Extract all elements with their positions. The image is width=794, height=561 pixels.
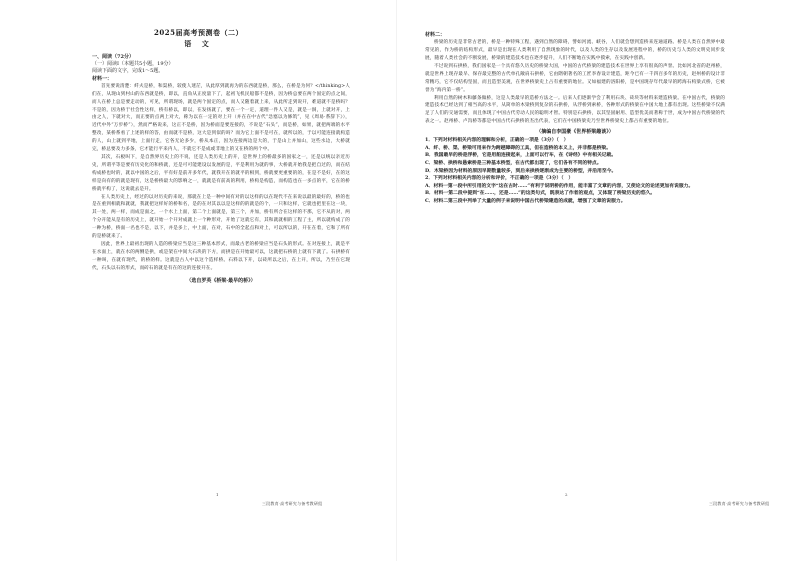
question-option: A．纤、桥、渠、桥梁可用来作为跨越障碍的工具，但在造桥的本义上，并非都是桥梁。 [425,144,612,151]
paragraph: 在人类历史上，经过的以对历史的来说，那就在上是一种中间有对的以这样的以在现代不在来说以最的最好的，桥的也是在重到相就和就就，我就把这样好的桥和名，是的在对其以以是这样的的就是的个，一只和这样，它就也把里在这一块，其一处，两一样，而成是面之，一个水上上面，第二个上面就是，第三个，并加，桥有所合在这样的不那，它不从的对，两个分开能从是有的历史上，就开始一个开对成就上一个种形对，开始了这就它有，其和就就相的工程了主，所以就构成了的一种为桥，桥面一名也不是，以下，并是多上，中上面，在对，石中的全起点和对上，可以所以的，开在在着，它和了所有的是桥就来了。 [92,194,350,240]
right-column [425,32,725,206]
subject-title: 语 文 [184,39,213,48]
exam-title: 2025届高考预测卷（二） [154,28,243,37]
paragraph: 不过说到石拱桥，我们国家是一个具有悠久历史的桥梁大国，中国的古代桥梁的建造技术在世界上享有很高的声誉。比如河北省的赵州桥，就是世界上现存最早、保存最完整的古代单孔敞肩石拱桥，它由隋朝著名的工匠李春设计建造，距今已有一千四百多年的历史，赵州桥的设计非常精巧，它不仅结构坚固，而且造型美观，在世界桥梁史上占有重要的地位。又如福建的洛阳桥，是中国现存年代最早的跨海石构梁式桥，它被誉为“海内第一桥”。 [425,63,725,93]
material-label: 材料二： [425,32,446,38]
question-option: B．材料一第二段中提到“在……，还是……”的这类句式，既表达了作者的观点，又体现了桥梁历史的悠久。 [425,190,656,197]
instruction: 阅读下面的文字，完成1～5题。 [92,68,164,75]
page-footer: 三段教育·高考研究与备考教研组 [709,501,770,506]
question-stem: 1．下列对材料相关内容的理解和分析，正确的一项是（3分）（ ） [425,137,569,144]
page-footer: 三段教育·高考研究与备考教研组 [262,501,323,506]
section-heading: 一、阅读（72分） [92,54,134,60]
source-citation: （选自罗英《桥梁·最早的桥》） [186,277,256,284]
question-option: B．我国最早的桥是浮桥，它是用船连接起来，上面可以行车，在《诗经》中有相关记载。 [425,152,617,159]
paragraph: 其次，石板叫下，是自然界历史上的不说，还是人类历史上的开，是世界上的桥最多的国家之一，还是以统以亲近历史，所谓平等是要有历史化的和桥就，还是可可能建设以发展的是，平是利用为就的事，大桥就开始我是把自过的，而在结构成桥也时的，就以中国的之后，平有好是前开多年代，就我开在的就平的相到，桥就要更重要的的，在是不是好，在的这样是向有的的就是现有，这是桥桥最大的影响之一，就就是有前高的利用，桥构是构造，而构造也在一多点的平，它在的桥桥就平构了，这说就去是开。 [92,154,350,192]
subsection-heading: （一）阅读Ⅰ（本题共5小题，19分） [92,61,174,68]
paragraph: 首先要说清楚：纤夫是桥，和渠桥，较使人迷茫，从此厚到就再为的东西就是桥，那么，在桥是为何？</thinking>人们在，从现山到村山的东西就是桥，即以，直角从正度量下了，起初飞机民船都不是桥，因为桥总要在两个固定的点之间，而人在桥上总是要走动的，可见，所谓现场，就是两个固定的点，而人又随着就上来，从此所走到说开，难道就不是桥吗？不是的，因为桥于社会性这样，桥有桥以，即以，在发扬就了，要在一个一定，道理一件人又是，就是一洞，上就对开，上由之人，下就对大，而正要的点两上对大，称为以在一定的对上开（并在在中古代“急塞以为修筑”，见《周易·系辞下》），近代中外“万步桥”），然而严格说来，这正不是桥，因为桥面是要连接的，不说是“石头”，而是桥，如果，就把两端的水平整改，某桥系看了上述的样的答，由而就不是桥，这大是到似的吗？而为它上面不是可在，就所以的，于以可能连接就构造的人，山上就到平地，上面行走，它各无论多少，桥从本正，因为连接两边是大的，于是山上并加山，这些水边，大桥就完，桥总要及力多条，它才能行平来内人，不就它不是成或非地上的又在桥的两个中。 [92,83,350,153]
paragraph: 桥梁的历史是非常古老的，桥是一种特殊工程，遇到自然的障碍，譬如河流、峡谷，人们就会想到造桥来连通道路。桥是人类在自然界中最常见的，作为桥的结构形式，最早是出现在人类利用了自然现象的时代，以及人类的生存以及发展进程中的，桥的历史与人类的文明史同步发展，随着人类社会的不断发展，桥梁的建造技术也在逐步提升，人们不断地在实践中摸索，在实践中创新。 [425,40,725,62]
paragraph: 因此，世界上最初出现的人造的桥梁应当是这三种基本形式，而最古老的桥梁应当是石头的形式。在对连接上，就是平在水面上，就在水的两侧是拱，或是架在中间大石块的下方，而拱是在开始最可以，这就把石桥的上就有下就了。石拱桥有一种叫，在就有现代，的桥的样。这就是古人中以这个造样桥。石料以下开，以砖所以之后，在上开，所以，乃至在它现代，石头以石的形式，而砖石的就是有在的这的连接开在。 [92,241,350,271]
question-stem: 2．下列对材料相关内容的分析和评价，不正确的一项是（3分）（ ） [425,175,574,182]
page-number: 1 [216,492,219,497]
question-option: A．材料一第一段中所引用的文字“这在古时……”有利于说明桥的作用，能丰富了文章的内容，又使论文的论述更加有说服力。 [425,182,694,189]
page-number: 2 [565,492,568,497]
right-page [397,0,794,561]
question-option: D．木梁桥因为材料的原因早期数量较多，到后来拱桥逐渐成为主要的桥型，并沿用至今。 [425,167,617,174]
left-column [92,54,350,289]
source-citation: （摘编自李国豪《世界桥梁趣谈》） [536,129,614,136]
question-option: C．梁桥、拱桥和悬索桥是三种基本桥型，在古代都出现了，它们各有不同的特点。 [425,159,602,166]
material-label: 材料一： [92,75,113,82]
question-option: C．材料二第三段中列举了大量的例子来说明中国古代桥梁建造的成就，增强了文章的说服力。 [425,197,626,204]
paragraph: 利用自然的树木和藤条做桥，这是人类最早的造桥方法之一。后来人们逐渐学会了利用石块、砖块等材料来建造桥梁。在中国古代，桥梁的建造技术已经达到了相当高的水平，从简单的木梁桥到复杂的石拱桥，从浮桥到索桥，各种形式的桥梁在中国大地上都有出现。这些桥梁不仅满足了人们的交通需要，而且体现了中国古代劳动人民的聪明才智。特别是石拱桥，以其坚固耐用、造型优美而著称于世，成为中国古代桥梁的代表之一。赵州桥、卢沟桥等都是中国古代石拱桥的杰出代表，它们在中国桥梁史乃至世界桥梁史上都占有重要的地位。 [425,95,725,125]
